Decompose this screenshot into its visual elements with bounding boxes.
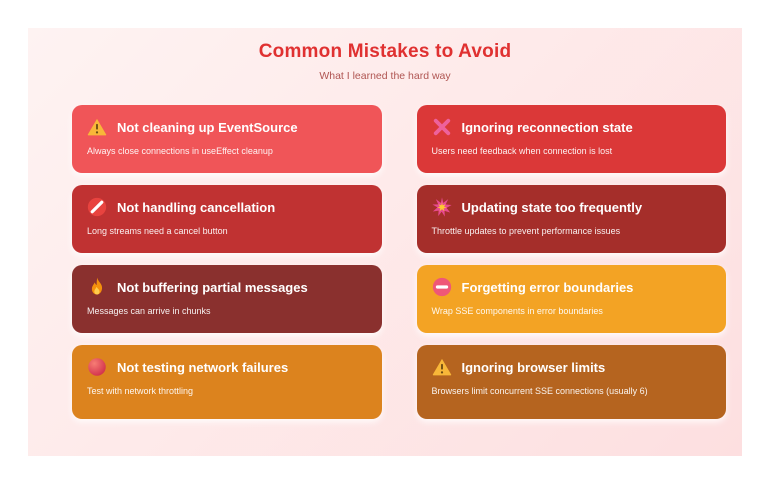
warning-icon	[432, 357, 452, 377]
collision-icon	[432, 197, 452, 217]
slide-header	[28, 28, 742, 82]
mistake-card	[417, 345, 727, 419]
card-title: Forgetting error boundaries	[461, 279, 634, 295]
mistake-card	[417, 185, 727, 253]
card-description: Throttle updates to prevent performance issues	[431, 226, 621, 236]
card-title: Ignoring reconnection state	[461, 119, 633, 135]
fire-icon	[87, 277, 107, 297]
card-head	[87, 357, 367, 377]
card-head	[432, 357, 712, 377]
no-entry-icon	[432, 277, 452, 297]
card-head	[87, 117, 367, 137]
card-title: Not testing network failures	[117, 359, 289, 375]
mistakes-grid	[72, 105, 726, 419]
card-title: Not buffering partial messages	[117, 279, 308, 295]
card-description: Messages can arrive in chunks	[87, 306, 211, 316]
card-description: Users need feedback when connection is lost	[431, 146, 613, 156]
card-head	[87, 197, 367, 217]
mistake-card	[417, 105, 727, 173]
page-title: Common Mistakes to Avoid	[258, 41, 512, 62]
mistake-card	[72, 265, 382, 333]
card-title: Updating state too frequently	[461, 199, 643, 215]
warning-icon	[87, 117, 107, 137]
prohibited-icon	[87, 197, 107, 217]
card-head	[87, 277, 367, 297]
mistake-card	[72, 105, 382, 173]
card-description: Test with network throttling	[87, 386, 194, 396]
card-head	[432, 117, 712, 137]
mistake-card	[417, 265, 727, 333]
mistake-card	[72, 185, 382, 253]
card-description: Browsers limit concurrent SSE connections (usually 6)	[431, 386, 648, 396]
slide-panel	[28, 28, 742, 456]
red-circle-icon	[87, 357, 107, 377]
card-description: Wrap SSE components in error boundaries	[431, 306, 603, 316]
card-head	[432, 197, 712, 217]
card-title: Not handling cancellation	[117, 199, 276, 215]
card-title: Not cleaning up EventSource	[117, 119, 298, 135]
card-head	[432, 277, 712, 297]
cross-icon	[432, 117, 452, 137]
mistake-card	[72, 345, 382, 419]
card-description: Always close connections in useEffect cleanup	[87, 146, 273, 156]
page-subtitle: What I learned the hard way	[319, 70, 451, 82]
card-description: Long streams need a cancel button	[87, 226, 228, 236]
card-title: Ignoring browser limits	[461, 359, 606, 375]
